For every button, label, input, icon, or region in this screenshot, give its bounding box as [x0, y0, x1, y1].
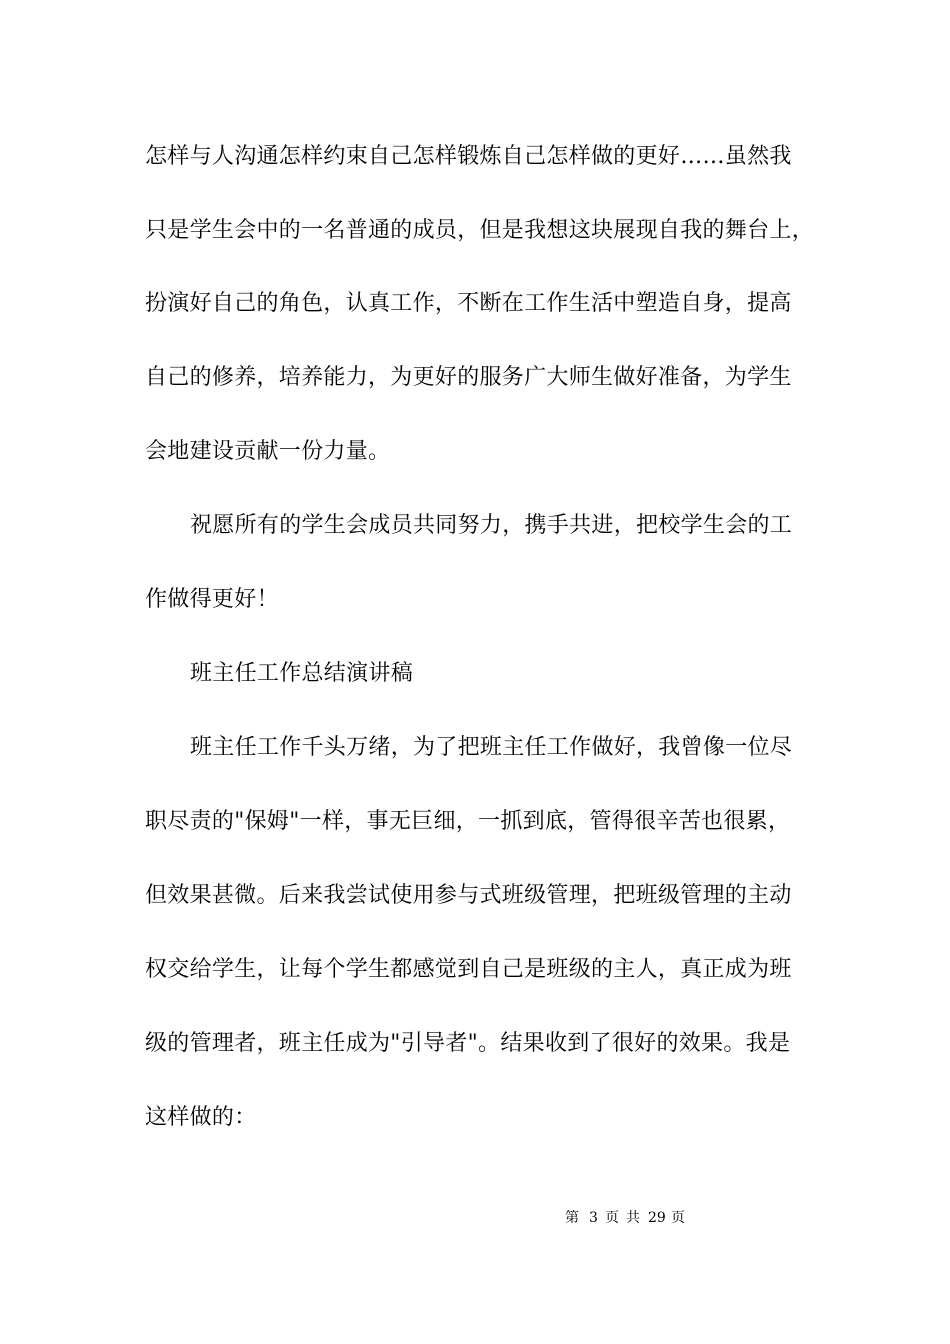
- paragraph-line: 班主任工作千头万绪，为了把班主任工作做好，我曾像一位尽: [190, 735, 793, 760]
- footer-ye: 页: [605, 1210, 619, 1226]
- paragraph-line: 职尽责的"保姆"一样，事无巨细，一抓到底，管得很辛苦也很累，: [145, 809, 791, 834]
- paragraph-line: 祝愿所有的学生会成员共同努力，携手共进，把校学生会的工: [190, 513, 793, 538]
- paragraph-line: 自己的修养，培养能力，为更好的服务广大师生做好准备，为学生: [145, 365, 792, 390]
- footer-page-number: 3: [589, 1210, 598, 1226]
- paragraph-line: 扮演好自己的角色，认真工作，不断在工作生活中塑造自身，提高: [145, 291, 792, 316]
- paragraph-line: 这样做的：: [145, 1105, 257, 1130]
- footer-total-pages: 29: [648, 1210, 666, 1226]
- paragraph-line: 作做得更好！: [145, 587, 279, 612]
- paragraph-line: 怎样与人沟通怎样约束自己怎样锻炼自己怎样做的更好……虽然我: [145, 144, 792, 169]
- footer-di: 第: [565, 1210, 579, 1226]
- paragraph-line: 但效果甚微。后来我尝试使用参与式班级管理，把班级管理的主动: [145, 883, 792, 908]
- paragraph-line: 权交给学生，让每个学生都感觉到自己是班级的主人，真正成为班: [145, 957, 792, 982]
- section-heading: 班主任工作总结演讲稿: [190, 661, 414, 686]
- paragraph-line: 会地建设贡献一份力量。: [145, 439, 391, 464]
- footer-ye: 页: [671, 1210, 685, 1226]
- paragraph-line: 级的管理者，班主任成为"引导者"。结果收到了很好的效果。我是: [145, 1031, 791, 1056]
- paragraph-line: 只是学生会中的一名普通的成员，但是我想这块展现自我的舞台上，: [145, 218, 815, 243]
- footer-gong: 共: [626, 1210, 640, 1226]
